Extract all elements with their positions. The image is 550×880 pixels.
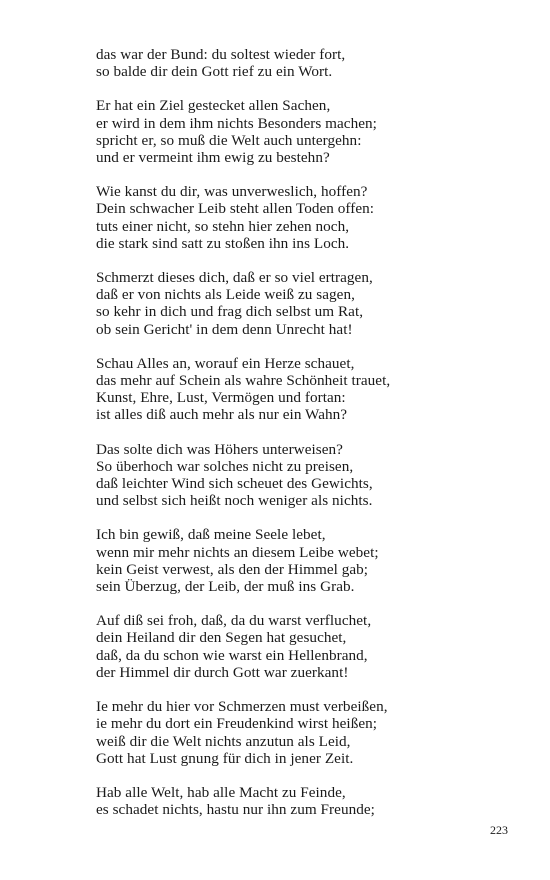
stanza xyxy=(96,784,516,818)
stanza xyxy=(96,441,516,510)
poem-line: Auf diß sei froh, daß, da du warst verfluchet, xyxy=(96,612,372,630)
poem-line: Wie kanst du dir, was unverweslich, hoffen? xyxy=(96,183,368,201)
poem-line: und selbst sich heißt noch weniger als nichts. xyxy=(96,492,373,510)
stanza xyxy=(96,698,516,767)
poem-line: Ie mehr du hier vor Schmerzen must verbeißen, xyxy=(96,698,388,716)
poem-line: ie mehr du dort ein Freudenkind wirst heißen; xyxy=(96,715,378,733)
poem-line: daß er von nichts als Leide weiß zu sagen, xyxy=(96,286,355,304)
poem-line: Gott hat Lust gnung für dich in jener Zeit. xyxy=(96,749,354,767)
poem-line: daß leichter Wind sich scheuet des Gewichts, xyxy=(96,475,373,493)
poem-line: weiß dir die Welt nichts anzutun als Leid, xyxy=(96,732,351,750)
poem-line: Hab alle Welt, hab alle Macht zu Feinde, xyxy=(96,783,346,801)
poem-line: ist alles diß auch mehr als nur ein Wahn? xyxy=(96,406,348,424)
poem-line: er wird in dem ihm nichts Besonders machen; xyxy=(96,114,377,132)
poem-line: wenn mir mehr nichts an diesem Leibe webet; xyxy=(96,543,379,561)
poem-line: so balde dir dein Gott rief zu ein Wort. xyxy=(96,63,333,81)
poem-line: so kehr in dich und frag dich selbst um Rat, xyxy=(96,303,364,321)
poem-line: So überhoch war solches nicht zu preisen, xyxy=(96,457,354,475)
poem-line: und er vermeint ihm ewig zu bestehn? xyxy=(96,149,330,167)
poem-line: dein Heiland dir den Segen hat gesuchet, xyxy=(96,629,347,647)
poem-line: Kunst, Ehre, Lust, Vermögen und fortan: xyxy=(96,389,346,407)
poem-line: Das solte dich was Höhers unterweisen? xyxy=(96,440,343,458)
poem-line: tuts einer nicht, so stehn hier zehen noch, xyxy=(96,217,350,235)
stanza xyxy=(96,97,516,166)
poem-line: es schadet nichts, hastu nur ihn zum Freunde; xyxy=(96,801,375,819)
page-number: 223 xyxy=(490,823,508,837)
stanza xyxy=(96,269,516,338)
poem-line: Schau Alles an, worauf ein Herze schauet, xyxy=(96,354,355,372)
poem-line: spricht er, so muß die Welt auch untergehn: xyxy=(96,131,362,149)
stanza xyxy=(96,46,516,80)
poem-line: sein Überzug, der Leib, der muß ins Grab. xyxy=(96,578,355,596)
poem-text xyxy=(96,46,516,835)
poem-line: der Himmel dir durch Gott war zuerkant! xyxy=(96,663,349,681)
poem-line: Schmerzt dieses dich, daß er so viel ertragen, xyxy=(96,269,373,287)
poem-line: das war der Bund: du soltest wieder fort, xyxy=(96,46,346,63)
poem-line: Ich bin gewiß, daß meine Seele lebet, xyxy=(96,526,326,544)
poem-line: die stark sind satt zu stoßen ihn ins Loch. xyxy=(96,234,350,252)
stanza xyxy=(96,526,516,595)
poem-line: kein Geist verwest, als den der Himmel gab; xyxy=(96,560,369,578)
poem-line: ob sein Gericht' in dem denn Unrecht hat! xyxy=(96,320,353,338)
poem-line: Dein schwacher Leib steht allen Toden offen: xyxy=(96,200,375,218)
poem-line: daß, da du schon wie warst ein Hellenbrand, xyxy=(96,646,368,664)
poem-line: das mehr auf Schein als wahre Schönheit trauet, xyxy=(96,372,391,390)
stanza xyxy=(96,183,516,252)
poem-line: Er hat ein Ziel gestecket allen Sachen, xyxy=(96,97,331,115)
stanza xyxy=(96,355,516,424)
stanza xyxy=(96,612,516,681)
